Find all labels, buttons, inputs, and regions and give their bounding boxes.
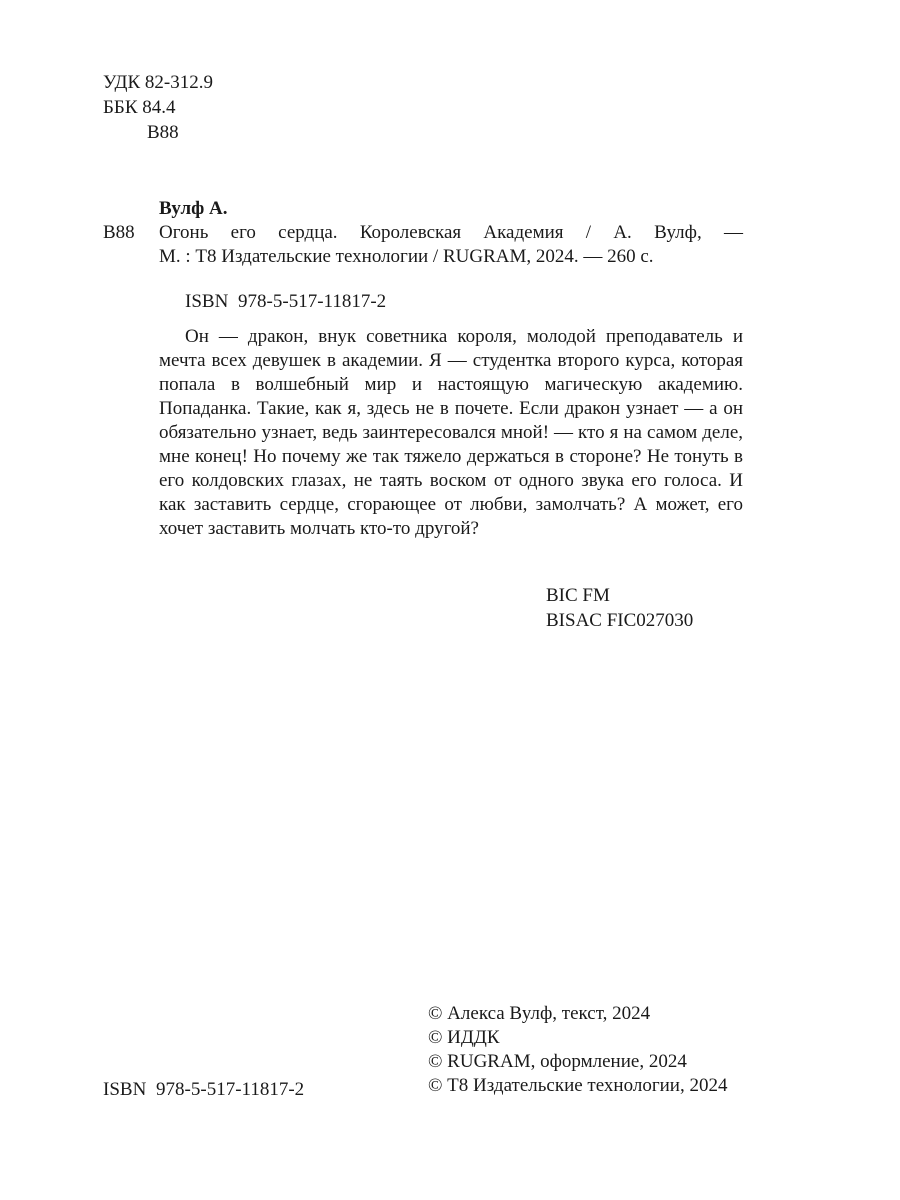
bbk-code: ББК 84.4 xyxy=(103,97,176,118)
copyright-publisher: © Т8 Издательские технологии, 2024 xyxy=(428,1075,728,1096)
bibliographic-imprint-line: М. : Т8 Издательские технологии / RUGRAM, 2024. — 260 с. xyxy=(159,246,654,267)
author-mark: В88 xyxy=(147,122,179,143)
udk-code: УДК 82-312.9 xyxy=(103,72,213,93)
copyright-design: © RUGRAM, оформление, 2024 xyxy=(428,1051,687,1072)
bibliographic-author-mark: В88 xyxy=(103,222,135,243)
copyright-author: © Алекса Вулф, текст, 2024 xyxy=(428,1003,651,1024)
author-heading: Вулф А. xyxy=(159,198,228,219)
bisac-code: BISAC FIC027030 xyxy=(546,610,694,631)
isbn-main: ISBN 978-5-517-11817-2 xyxy=(185,291,387,312)
copyright-iddk: © ИДДК xyxy=(428,1027,500,1048)
isbn-footer: ISBN 978-5-517-11817-2 xyxy=(103,1079,305,1100)
copyright-list xyxy=(428,1002,727,1098)
annotation-paragraph: Он — дракон, внук советника короля, молодой преподаватель и мечта всех девушек в академии. Я — студентка второго курса, которая попала в волшебный мир и настоящую магическую академию. Попаданка. Такие, как я, здесь не в почете. Если дракон узнает — а он обязательно узнает, ведь заинтересовался мной! — кто я на самом деле, мне конец! Но почему же так тяжело держаться в стороне? Не тонуть в его колдовских глазах, не таять воском от одного звука его голоса. И как заставить сердце, сгорающее от любви, замолчать? А может, его хочет заставить молчать кто-то другой? xyxy=(159,326,743,539)
bibliographic-title-line: Огонь его сердца. Королевская Академия / А. Вулф, — xyxy=(159,222,743,243)
bic-code: BIC FM xyxy=(546,585,610,606)
